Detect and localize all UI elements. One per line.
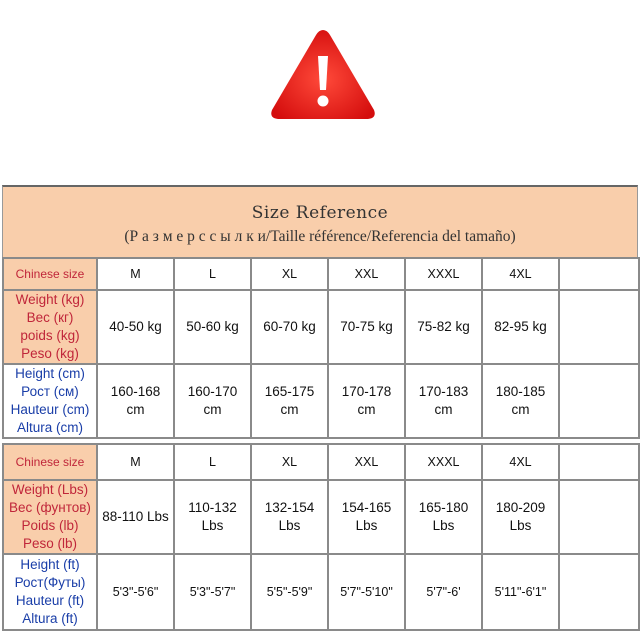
height-cell: 5'3"-5'7": [174, 554, 251, 630]
empty-cell: [559, 554, 639, 630]
height-label-cell: Height (cm) Рост (см) Hauteur (cm) Altura (cm): [3, 364, 97, 438]
size-cell: L: [174, 258, 251, 290]
height-cell: 5'5"-5'9": [251, 554, 328, 630]
height-cell: 5'3"-5'6": [97, 554, 174, 630]
empty-cell: [559, 364, 639, 438]
table-row: [3, 480, 639, 554]
weight-label-cell: Weight (kg) Вес (кг) poids (kg) Peso (kg): [3, 290, 97, 364]
weight-cell: 75-82 kg: [405, 290, 482, 364]
weight-cell: 110-132 Lbs: [174, 480, 251, 554]
height-cell: 5'11"-6'1": [482, 554, 559, 630]
table-row: [3, 258, 639, 290]
empty-cell: [559, 480, 639, 554]
banner-title: Size Reference: [251, 203, 389, 223]
weight-cell: 88-110 Lbs: [97, 480, 174, 554]
weight-cell: 70-75 kg: [328, 290, 405, 364]
table-row: [3, 290, 639, 364]
height-cell: 160-170 cm: [174, 364, 251, 438]
table-row: [3, 444, 639, 480]
weight-cell: 50-60 kg: [174, 290, 251, 364]
height-cell: 5'7"-6': [405, 554, 482, 630]
height-cell: 180-185 cm: [482, 364, 559, 438]
size-cell: 4XL: [482, 444, 559, 480]
height-cell: 165-175 cm: [251, 364, 328, 438]
size-table-imperial: [2, 443, 640, 631]
size-reference-banner: [2, 185, 638, 257]
height-cell: 170-178 cm: [328, 364, 405, 438]
weight-cell: 180-209 Lbs: [482, 480, 559, 554]
height-label-cell: Height (ft) Рост(Футы) Hauteur (ft) Altura (ft): [3, 554, 97, 630]
size-cell: XXXL: [405, 258, 482, 290]
weight-cell: 165-180 Lbs: [405, 480, 482, 554]
size-cell: M: [97, 444, 174, 480]
size-table-metric: [2, 257, 640, 439]
height-cell: 5'7"-5'10": [328, 554, 405, 630]
table-row: [3, 554, 639, 630]
weight-cell: 154-165 Lbs: [328, 480, 405, 554]
empty-cell: [559, 444, 639, 480]
empty-cell: [559, 258, 639, 290]
weight-cell: 132-154 Lbs: [251, 480, 328, 554]
size-cell: XXL: [328, 258, 405, 290]
warning-triangle-icon: [268, 26, 378, 124]
size-cell: XXL: [328, 444, 405, 480]
height-cell: 160-168 cm: [97, 364, 174, 438]
size-cell: XL: [251, 258, 328, 290]
chinese-size-label: Chinese size: [3, 444, 97, 480]
weight-cell: 82-95 kg: [482, 290, 559, 364]
weight-cell: 60-70 kg: [251, 290, 328, 364]
weight-label-cell: Weight (Lbs) Вес (фунтов) Poids (lb) Peso (lb): [3, 480, 97, 554]
weight-cell: 40-50 kg: [97, 290, 174, 364]
table-row: [3, 364, 639, 438]
size-cell: M: [97, 258, 174, 290]
size-cell: 4XL: [482, 258, 559, 290]
size-cell: XL: [251, 444, 328, 480]
size-cell: L: [174, 444, 251, 480]
height-cell: 170-183 cm: [405, 364, 482, 438]
chinese-size-label: Chinese size: [3, 258, 97, 290]
empty-cell: [559, 290, 639, 364]
size-cell: XXXL: [405, 444, 482, 480]
banner-subtitle: (Р а з м е р с с ы л к и/Taille référence/Referencia del tamaño): [124, 228, 516, 245]
